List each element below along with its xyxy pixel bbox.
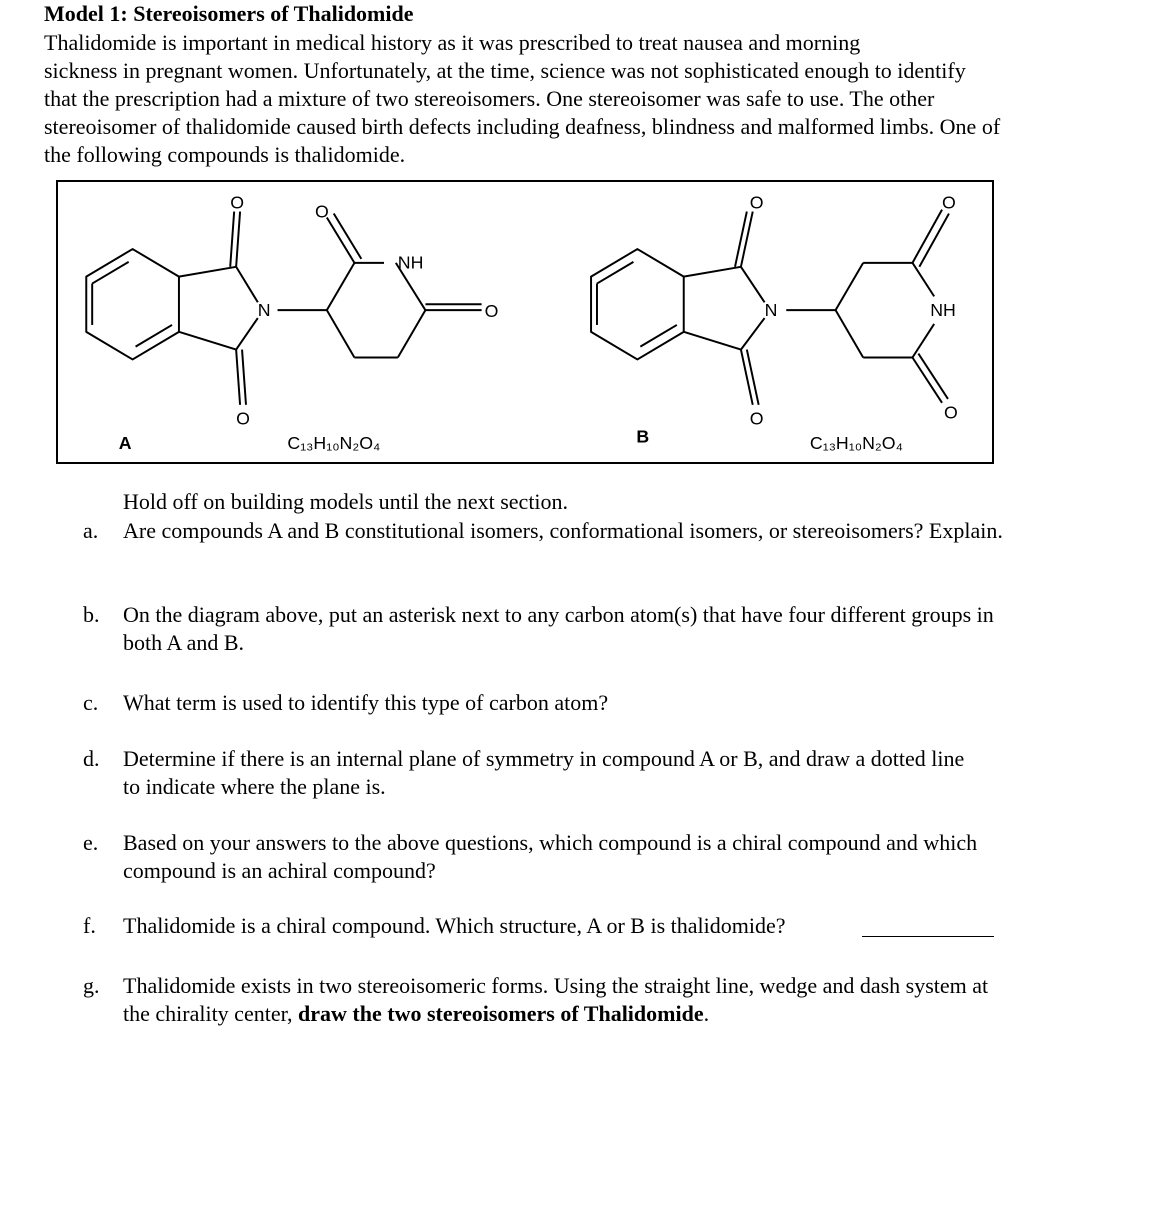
compound-a-nitrogen: N [257,300,271,321]
compound-b-glutarimide-ring [786,210,949,403]
intro-line: stereoisomer of thalidomide caused birth defects including deafness, blindness and malformed limbs. One of [44,114,1001,139]
question-text [123,517,1123,545]
compound-a-benzene-ring [86,249,179,359]
compound-b-nh: NH [930,300,956,321]
question-line: What term is used to identify this type of carbon atom? [123,690,609,715]
question-letter: d. [83,746,100,771]
compound-b-imide-ring [684,212,765,405]
compound-b-benzene-ring [591,249,684,359]
question-line: compound is an achiral compound? [123,858,436,883]
compound-b-oxygen-bottom-right: O [944,402,958,423]
question-letter: c. [83,690,99,715]
question-text [123,745,1123,801]
compound-b-formula: C₁₃H₁₀N₂O₄ [809,433,903,454]
compound-a-oxygen-right: O [484,301,499,322]
intro-line: sickness in pregnant women. Unfortunately, at the time, science was not sophisticated enough to identify [44,58,966,83]
intro-line: Thalidomide is important in medical history as it was prescribed to treat nausea and morning [44,30,861,55]
compound-b-nitrogen: N [764,300,778,321]
compound-b-oxygen-top-right: O [942,192,956,213]
structures-figure [56,180,994,464]
question-letter: e. [83,830,99,855]
compound-a-nh: NH [397,252,424,273]
compound-b-label: B [636,426,650,447]
compound-a-oxygen-bottom: O [236,408,250,429]
question-line: both A and B. [123,630,245,655]
question-letter: a. [83,518,99,543]
compound-a-oxygen-top-right: O [315,201,329,222]
compound-a-piperidine-ring [278,214,482,358]
answer-blank-line[interactable] [862,936,994,937]
compound-a-oxygen-top-left: O [230,192,245,213]
compound-a-imide-ring [179,212,258,405]
page-title: Model 1: Stereoisomers of Thalidomide [44,1,414,26]
question-line: Thalidomide exists in two stereoisomeric forms. Using the straight line, wedge and dash system at [123,973,989,998]
question-line: On the diagram above, put an asterisk next to any carbon atom(s) that have four different groups in [123,602,994,627]
intro-paragraph [44,29,1134,169]
question-line: Determine if there is an internal plane of symmetry in compound A or B, and draw a dotted line [123,746,965,771]
compound-b-oxygen-bottom-left: O [749,408,764,429]
intro-line: that the prescription had a mixture of two stereoisomers. One stereoisomer was safe to use. The other [44,86,935,111]
question-line-end: . [703,1001,710,1026]
question-letter: f. [83,913,96,938]
question-line: to indicate where the plane is. [123,774,386,799]
question-text [123,829,1123,885]
question-line: Are compounds A and B constitutional isomers, conformational isomers, or stereoisomers? Explain. [123,518,1003,543]
question-text [123,689,1123,717]
question-letter: b. [83,602,100,627]
question-line-bold: draw the two stereoisomers of Thalidomide [298,1001,704,1026]
question-text [123,972,1123,1028]
question-line: Based on your answers to the above questions, which compound is a chiral compound and which [123,830,978,855]
intro-line: the following compounds is thalidomide. [44,142,406,167]
question-line: Thalidomide is a chiral compound. Which structure, A or B is thalidomide? [123,913,786,938]
question-line-normal: the chirality center, [123,1001,299,1026]
question-text [123,601,1123,657]
compound-a-label: A [118,433,132,454]
compound-b-oxygen-top-left: O [749,192,764,213]
structures-diagram [58,182,992,462]
question-line [123,1000,1123,1028]
instruction-note: Hold off on building models until the next section. [123,489,569,514]
question-letter: g. [83,973,100,998]
compound-a-formula: C₁₃H₁₀N₂O₄ [287,433,381,454]
